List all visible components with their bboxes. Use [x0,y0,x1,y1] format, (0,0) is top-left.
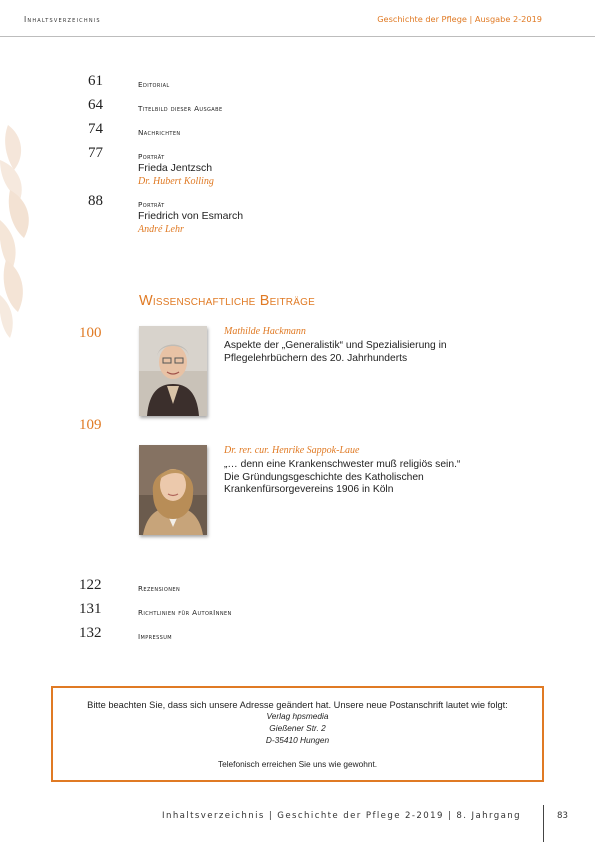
running-footer: Inhaltsverzeichnis | Geschichte der Pflege 2-2019 | 8. Jahrgang [162,811,521,821]
article-author: Mathilde Hackmann [224,326,306,337]
toc-entry-title: Porträt [138,200,165,209]
leaf-decoration-icon [0,120,40,340]
address-change-notice [51,686,544,782]
toc-page-number: 64 [88,97,103,113]
toc-entry-title: Rezensionen [138,584,181,593]
header-rule [0,36,595,37]
toc-entry-title: Porträt [138,152,165,161]
article-title-line: Pflegelehrbüchern des 20. Jahrhunderts [224,352,408,364]
article-title [224,340,494,365]
notice-address-line: Verlag hpsmedia [266,711,329,721]
toc-entry-subject: Frieda Jentzsch [138,162,213,174]
toc-entry-title: Richtlinien für AutorInnen [138,608,232,617]
toc-page-number: 74 [88,121,103,137]
section-heading: Wissenschaftliche Beiträge [139,293,315,309]
toc-page-number: 61 [88,73,103,89]
toc-entry-title: Nachrichten [138,128,181,137]
article-page-number: 109 [79,417,102,433]
toc-page-number: 77 [88,145,103,161]
article-author: Dr. rer. cur. Henrike Sappok-Laue [224,445,360,456]
article-title-line: Die Gründungsgeschichte des Katholischen [224,471,424,483]
author-photo-hackmann [139,326,207,416]
toc-entry-author: Dr. Hubert Kolling [138,176,214,187]
toc-page-number: 88 [88,193,103,209]
running-header-right: Geschichte der Pflege | Ausgabe 2-2019 [377,14,542,24]
toc-page-number: 132 [79,625,102,641]
notice-address-line: Gießener Str. 2 [269,723,326,733]
notice-phone-text: Telefonisch erreichen Sie uns wie gewohnt. [217,759,378,769]
notice-address-line: D-35410 Hungen [265,735,330,745]
toc-entry-title: Titelbild dieser Ausgabe [138,104,223,113]
toc-entry-title: Impressum [138,632,173,641]
article-title-line: „… denn eine Krankenschwester muß religiös sein.“ [224,459,461,470]
toc-entry-author: André Lehr [138,224,184,235]
running-header-left: Inhaltsverzeichnis [24,15,101,24]
author-photo-sappok-laue [139,445,207,535]
footer-divider [543,805,544,842]
notice-main-text: Bitte beachten Sie, dass sich unsere Adresse geändert hat. Unsere neue Postanschrift lautet wie folgt: [87,700,508,710]
article-title-line: Krankenfürsorgevereins 1906 in Köln [224,484,394,495]
article-page-number: 100 [79,325,102,341]
toc-entry-title: Editorial [138,80,170,89]
article-title [224,459,494,497]
toc-entry-subject: Friedrich von Esmarch [138,210,244,222]
article-title-line: Aspekte der „Generalistik“ und Spezialisierung in [224,340,447,351]
toc-page-number: 122 [79,577,102,593]
toc-page-number: 131 [79,601,102,617]
page-number: 83 [557,811,568,821]
